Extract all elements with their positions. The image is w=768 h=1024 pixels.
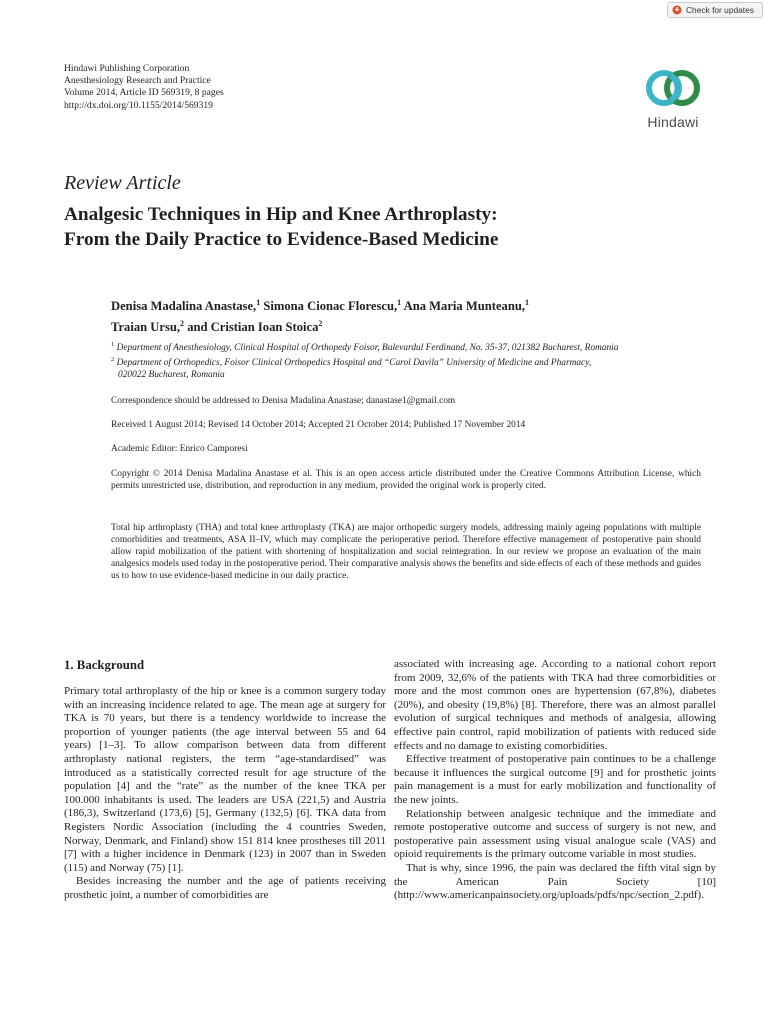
affiliation-number: 2 [111,356,115,364]
affiliation-marker: 1 [525,298,529,307]
affiliation-marker: 1 [256,298,261,307]
check-updates-label: Check for updates [686,5,754,15]
doi-link[interactable]: http://dx.doi.org/10.1155/2014/569319 [64,99,213,111]
body-paragraph: That is why, since 1996, the pain was declared the fifth vital sign by the American Pain Society [10] (http://www.americanpainsociety.org/uploads/pdfs/npc/section_2.pdf). [394,861,716,902]
correspondence: Correspondence should be addressed to Denisa Madalina Anastase; danastase1@gmail.com [111,396,456,406]
logo-wordmark: Hindawi [647,114,699,130]
abstract: Total hip arthroplasty (THA) and total knee arthroplasty (TKA) are major orthopedic surgery models, addressing mainly ageing populations with multiple comorbidities and treatments, ASA II–IV, which may complicate the perioperative period. Therefore effective management of postoperative pain should allow rapid mobilization of the patient with shortening of hospitalization and social reintegration. In our review we propose an evaluation of the main analgesics models used today in the postoperative period. Their comparative analysis shows the benefits and side effects of each of these methods and guides us to how to use evidence-based medicine in our daily practice. [111,523,701,581]
author-name: Traian Ursu, [111,320,181,335]
author-name: Denisa Madalina Anastase, [111,299,257,314]
affiliation-1: Department of Anesthesiology, Clinical Hospital of Orthopedy Foisor, Bulevardul Ferdinand, No. 35-37, 021382 Bucharest, Romania [116,343,619,354]
publisher: Hindawi Publishing Corporation [64,63,190,74]
hindawi-rings-icon [637,64,709,114]
check-for-updates-button[interactable] [667,2,763,18]
author-name: Simona Cionac Florescu, [263,299,398,314]
copyright-notice: Copyright © 2014 Denisa Madalina Anastase et al. This is an open access article distributed under the Creative Commons Attribution License, which permits unrestricted use, distribution, and reproduction in any medium, provided the original work is properly cited. [111,469,701,491]
body-paragraph: Besides increasing the number and the age of patients receiving prosthetic joint, a number of comorbidities are [64,875,386,901]
author-list [111,294,529,336]
author-name: Ana Maria Munteanu, [403,299,525,314]
article-dates: Received 1 August 2014; Revised 14 October 2014; Accepted 21 October 2014; Published 17 November 2014 [111,420,526,430]
volume-info: Volume 2014, Article ID 569319, 8 pages [64,87,224,99]
check-updates-icon [672,5,682,15]
author-name: and Cristian Ioan Stoica [187,320,319,335]
affiliation-marker: 1 [397,298,402,307]
affiliation-marker: 2 [318,319,323,329]
academic-editor: Academic Editor: Enrico Camporesi [111,444,248,454]
article-title [64,202,684,252]
body-paragraph: Primary total arthroplasty of the hip or knee is a common surgery today with an increasing incidence related to age. The mean age at surgery for TKA is 70 years, but there is a tendency worldwide to increase the proportion of younger patients (the age interval between 55 and 64 years) [1–3]. To allow comparison between data from different arthroplasty national registers, the term “age-standardised” was introduced as a statistically corrected result for age structure of the population [4] and the “rate” as the number of the knee TKA per 100.000 inhabitants is used. The leaders are USA (221,5) and Austria (186,3), Switzerland (173,6) [5], Germany (132,5) [6]. TKA data from Registers Nordic Association (including the 4 countries Sweden, Norway, Denmark, and Finland) show 151 814 knee prostheses till 2011 [7] with a higher incidence in Denmark (123) in 2007 than in Sweden (115) and Norway (75) [1]. [64,685,386,874]
affiliation-2-cont: 020022 Bucharest, Romania [118,370,225,381]
journal-meta [64,63,224,112]
body-paragraph: Effective treatment of postoperative pain continues to be a challenge because it influences the surgical outcome [9] and for prosthetic joints pain management is a must for early mobilization and functionality of the new joints. [394,753,716,806]
right-column [394,658,716,903]
affiliation-2: Department of Orthopedics, Foisor Clinical Orthopedics Hospital and “Carol Davila” University of Medicine and Pharmacy, [116,358,592,369]
affiliations [111,339,618,381]
body-paragraph: Relationship between analgesic technique and the immediate and remote postoperative outcome and success of surgery is not new, and postoperative pain assessment using visual analogue scale (VAS) and opioid requirements is the primary outcome variable in most studies. [394,807,716,861]
body-paragraph: associated with increasing age. According to a national cohort report from 2009, 32,6% of the patients with TKA had three comorbidities or more and the most common ones are hypertension (67,8%), diabetes (20%), and obesity (19,8%) [8]. Therefore, there was an almost parallel evolution of surgical techniques and methods of analgesia, allowing effective pain control, rapid mobilization of patients with reduced side effects and no damage to existing comorbidities. [394,658,716,752]
title-line-2: From the Daily Practice to Evidence-Based Medicine [64,229,499,250]
journal-name: Anesthesiology Research and Practice [64,75,211,87]
affiliation-number: 1 [111,341,115,348]
left-column [64,685,386,903]
hindawi-logo[interactable] [637,64,709,134]
section-heading: 1. Background [64,658,145,672]
article-type: Review Article [64,172,181,194]
affiliation-marker: 2 [180,319,185,329]
title-line-1: Analgesic Techniques in Hip and Knee Arthroplasty: [64,204,498,225]
